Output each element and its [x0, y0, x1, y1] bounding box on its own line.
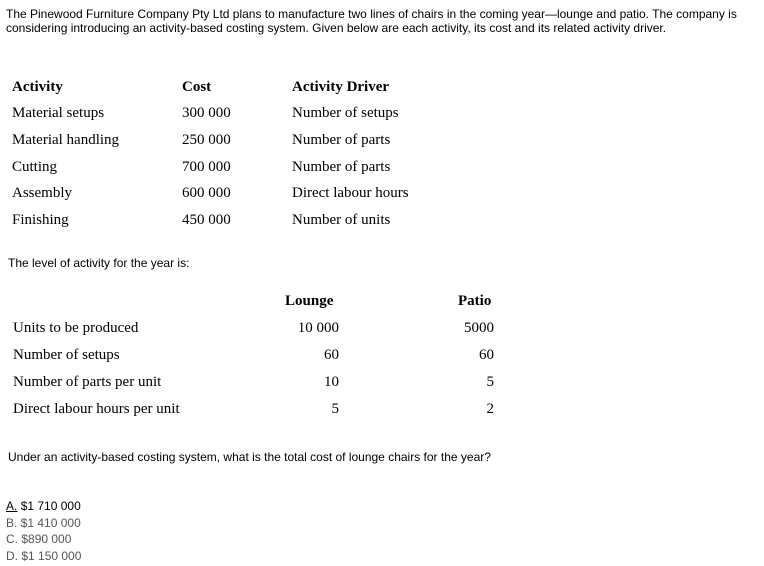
lounge-cell: 60 [324, 347, 339, 363]
cost-cell: 300 000 [182, 105, 231, 121]
level-label: The level of activity for the year is: [8, 256, 190, 270]
level-row-label: Number of parts per unit [13, 374, 162, 390]
level-row-label: Units to be produced [13, 320, 139, 336]
activity-cell: Finishing [12, 212, 69, 228]
option-text: $1 410 000 [20, 516, 81, 530]
patio-cell: 5000 [464, 320, 494, 336]
option-d[interactable] [6, 549, 81, 563]
driver-cell: Number of units [292, 212, 391, 228]
patio-cell: 60 [479, 347, 494, 363]
driver-cell: Number of parts [292, 159, 391, 175]
question-text: Under an activity-based costing system, what is the total cost of lounge chairs for the year? [8, 450, 491, 464]
option-text: $1 710 000 [20, 499, 81, 513]
level-row-label: Number of setups [13, 347, 120, 363]
option-a[interactable] [6, 499, 81, 513]
option-letter: B. [6, 516, 18, 530]
driver-cell: Number of setups [292, 105, 399, 121]
driver-cell: Number of parts [292, 132, 391, 148]
cost-header: Cost [182, 79, 212, 95]
patio-cell: 5 [486, 374, 494, 390]
option-letter: A. [6, 499, 18, 513]
driver-cell: Direct labour hours [292, 185, 409, 201]
intro-paragraph: The Pinewood Furniture Company Pty Ltd plans to manufacture two lines of chairs in the coming year—lounge and patio. The company is considering introducing an activity-based costing system. Given below are each activity, its cost and its related activity driver. [6, 7, 737, 35]
cost-cell: 450 000 [182, 212, 231, 228]
activity-cell: Material setups [12, 105, 105, 121]
patio-header: Patio [458, 293, 492, 309]
option-b[interactable] [6, 516, 81, 530]
option-letter: C. [6, 532, 18, 546]
lounge-cell: 5 [331, 401, 339, 417]
lounge-cell: 10 [324, 374, 339, 390]
cost-cell: 600 000 [182, 185, 231, 201]
level-row-label: Direct labour hours per unit [13, 401, 180, 417]
option-letter: D. [6, 549, 18, 563]
activity-cell: Cutting [12, 159, 58, 175]
lounge-header: Lounge [285, 293, 334, 309]
driver-header: Activity Driver [292, 79, 390, 95]
activity-cell: Assembly [12, 185, 72, 201]
cost-cell: 700 000 [182, 159, 231, 175]
patio-cell: 2 [486, 401, 494, 417]
cost-cell: 250 000 [182, 132, 231, 148]
option-text: $890 000 [21, 532, 72, 546]
activity-cell: Material handling [12, 132, 120, 148]
lounge-cell: 10 000 [297, 320, 339, 336]
option-text: $1 150 000 [21, 549, 82, 563]
option-c[interactable] [6, 532, 71, 546]
activity-header: Activity [12, 79, 63, 95]
